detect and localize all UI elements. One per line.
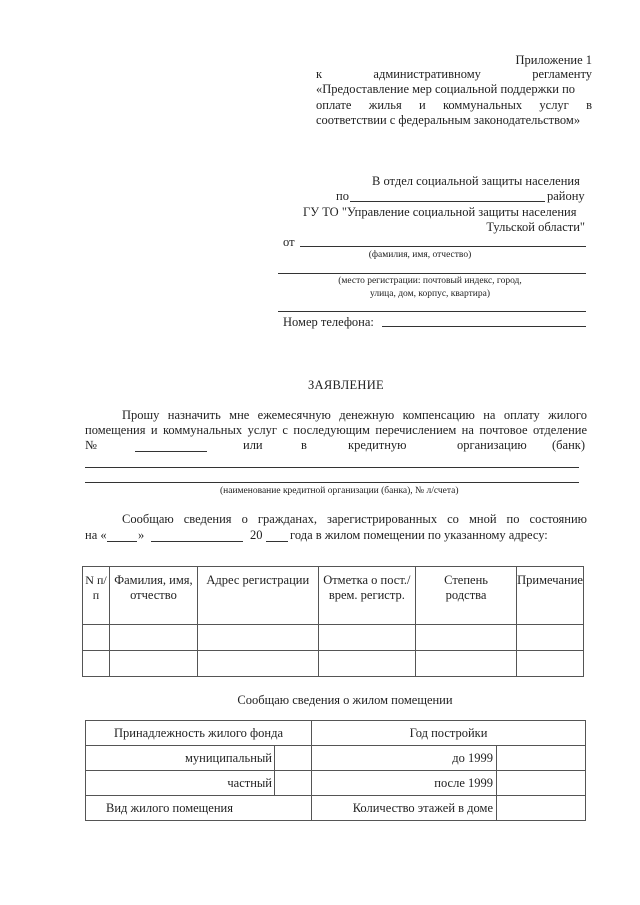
po-label: по xyxy=(336,189,349,203)
v-word: в xyxy=(301,438,307,452)
table-cell[interactable] xyxy=(110,625,198,651)
ili-word: или xyxy=(243,438,263,452)
housing-municipal-box[interactable] xyxy=(275,746,312,771)
date-close-quote: » xyxy=(138,528,145,542)
para2-tail: года в жилом помещении по указанному адресу: xyxy=(290,528,548,542)
table-cell[interactable] xyxy=(416,651,517,677)
para2-line1: Сообщаю сведения о гражданах, зарегистрированных со мной по состоянию xyxy=(122,512,587,526)
housing-private-label: частный xyxy=(86,771,275,796)
citizens-table xyxy=(82,566,584,677)
month-blank[interactable] xyxy=(151,541,243,542)
table-cell[interactable] xyxy=(83,651,110,677)
para1-line1: Прошу назначить мне ежемесячную денежную компенсацию на оплату жилого xyxy=(122,408,587,422)
org-line-2: Тульской области" xyxy=(486,220,585,234)
dept-line: В отдел социальной защиты населения xyxy=(372,174,580,188)
housing-private-box[interactable] xyxy=(275,771,312,796)
housing-after-1999-box[interactable] xyxy=(497,771,586,796)
org-line-1: ГУ ТО "Управление социальной защиты населения xyxy=(303,205,577,219)
date-open-quote: на « xyxy=(85,528,107,542)
appendix-line-2: «Предоставление мер социальной поддержки по xyxy=(316,82,576,96)
table-row xyxy=(83,651,584,677)
housing-before-1999-label: до 1999 xyxy=(312,746,497,771)
table-cell[interactable] xyxy=(110,651,198,677)
bank-word: (банк) xyxy=(552,438,585,452)
statement-title: ЗАЯВЛЕНИЕ xyxy=(308,378,384,392)
col-number: N п/п xyxy=(83,567,110,625)
appendix-line-1 xyxy=(316,67,592,82)
day-blank[interactable] xyxy=(107,541,137,542)
para2-line2 xyxy=(85,528,565,544)
year-prefix: 20 xyxy=(250,528,263,542)
para1-line3 xyxy=(85,438,587,454)
table-cell[interactable] xyxy=(197,625,318,651)
housing-municipal-label: муниципальный xyxy=(86,746,275,771)
table-cell[interactable] xyxy=(318,625,415,651)
col-note: Примечание xyxy=(517,567,584,625)
housing-floors-label: Количество этажей в доме xyxy=(312,796,497,821)
housing-ownership-header: Принадлежность жилого фонда xyxy=(86,721,312,746)
district-blank[interactable] xyxy=(350,201,545,202)
housing-type-label: Вид жилого помещения xyxy=(86,796,312,821)
address-blank-2[interactable] xyxy=(278,311,586,312)
district-label: району xyxy=(547,189,585,203)
address-blank[interactable] xyxy=(278,273,586,274)
col-fio: Фамилия, имя, отчество xyxy=(110,567,198,625)
col-address: Адрес регистрации xyxy=(197,567,318,625)
appendix-reg: регламенту xyxy=(532,67,592,81)
housing-before-1999-box[interactable] xyxy=(497,746,586,771)
housing-after-1999-label: после 1999 xyxy=(312,771,497,796)
post-no-blank[interactable] xyxy=(135,451,207,452)
appendix-k: к xyxy=(316,67,323,81)
post-no-label: № xyxy=(85,438,97,452)
address-hint-1: (место регистрации: почтовый индекс, город, xyxy=(338,276,522,286)
appendix-line-4: соответствии с федеральным законодательством» xyxy=(316,113,581,127)
appendix-adm: административному xyxy=(373,67,481,81)
fio-hint: (фамилия, имя, отчество) xyxy=(368,250,472,260)
table-cell[interactable] xyxy=(83,625,110,651)
kred-word: кредитную xyxy=(348,438,407,452)
housing-year-header: Год постройки xyxy=(312,721,586,746)
col-registration: Отметка о пост./врем. регистр. xyxy=(318,567,415,625)
table-cell[interactable] xyxy=(197,651,318,677)
bank-hint: (наименование кредитной организации (банка), № л/счета) xyxy=(220,486,459,496)
year-blank[interactable] xyxy=(266,541,288,542)
phone-label: Номер телефона: xyxy=(283,315,374,329)
bank-blank-1[interactable] xyxy=(85,467,579,468)
housing-title: Сообщаю сведения о жилом помещении xyxy=(237,693,453,707)
appendix-title: Приложение 1 xyxy=(515,53,592,67)
org-word: организацию xyxy=(457,438,527,452)
table-cell[interactable] xyxy=(318,651,415,677)
table-row xyxy=(83,625,584,651)
appendix-line-3: оплате жилья и коммунальных услуг в xyxy=(316,98,592,112)
table-cell[interactable] xyxy=(416,625,517,651)
table-cell[interactable] xyxy=(517,651,584,677)
col-relation: Степень родства xyxy=(416,567,517,625)
address-hint-2: улица, дом, корпус, квартира) xyxy=(370,289,490,299)
fio-blank[interactable] xyxy=(300,246,586,247)
table-cell[interactable] xyxy=(517,625,584,651)
bank-blank-2[interactable] xyxy=(85,482,579,483)
from-label: от xyxy=(283,235,295,249)
phone-blank[interactable] xyxy=(382,326,586,327)
para1-line2: помещения и коммунальных услуг с последующим перечислением на почтовое отделение xyxy=(85,423,587,437)
housing-table xyxy=(85,720,586,821)
housing-floors-box[interactable] xyxy=(497,796,586,821)
